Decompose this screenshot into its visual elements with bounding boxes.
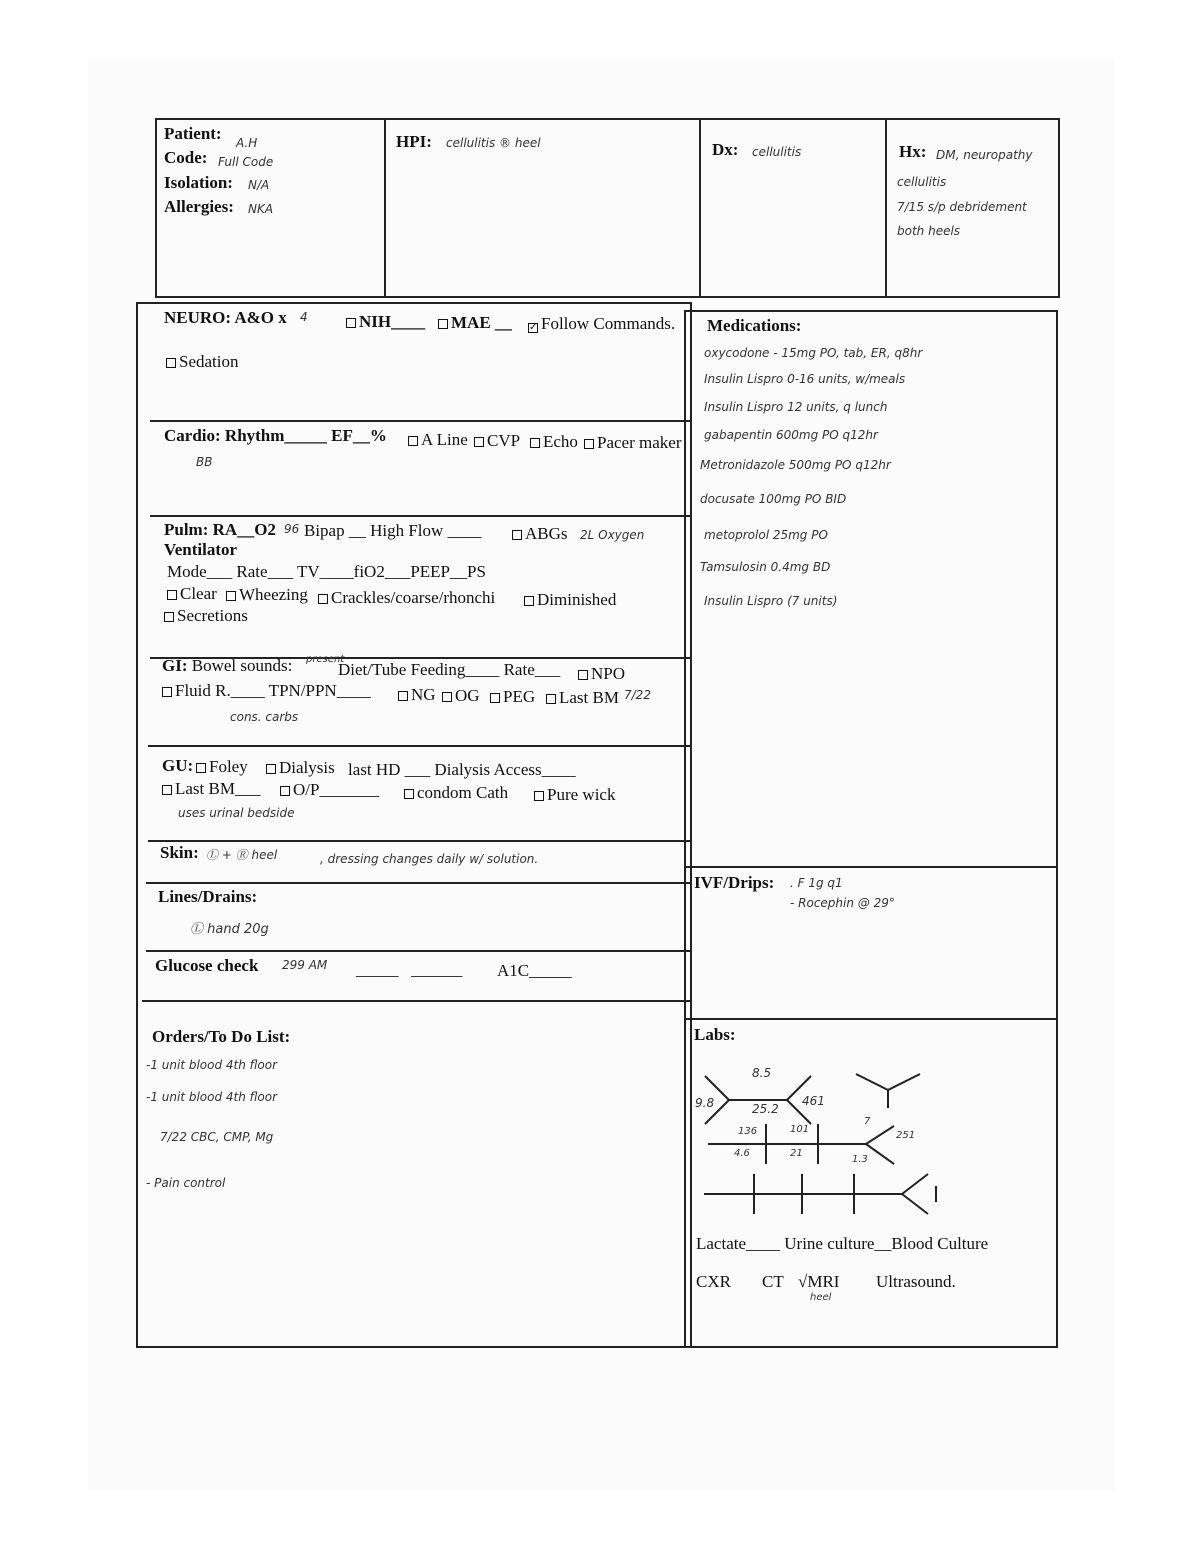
pacer-label: Pacer maker — [597, 433, 682, 452]
gi-ng[interactable] — [398, 685, 436, 705]
gu-dialysis[interactable] — [266, 758, 335, 778]
bmp-k: 4.6 — [734, 1148, 750, 1159]
dx-label: Dx: — [712, 140, 739, 159]
pulm-secretions[interactable] — [164, 606, 248, 626]
nih-label: NIH____ — [359, 312, 426, 331]
neuro-sedation[interactable] — [166, 352, 239, 372]
med-item-2: Insulin Lispro 0-16 units, w/meals — [704, 372, 906, 386]
secretions-checkbox[interactable] — [164, 612, 174, 622]
dialysis-checkbox[interactable] — [266, 764, 276, 774]
isolation-label: Isolation: — [164, 173, 233, 192]
op-label: O/P_______ — [293, 780, 379, 799]
labs-cxr: CXR — [696, 1272, 731, 1291]
pulm-o2-value: 96 — [284, 522, 300, 536]
allergies-value: NKA — [248, 202, 274, 216]
bmp-bun: 7 — [864, 1116, 871, 1127]
cardio-pacer[interactable] — [584, 433, 681, 453]
og-label: OG — [455, 686, 480, 705]
cardio-aline[interactable] — [408, 430, 468, 450]
lastbm-label: Last BM — [559, 688, 619, 707]
cbc-hct: 25.2 — [752, 1102, 779, 1116]
wheezing-label: Wheezing — [239, 585, 308, 604]
med-item-1: oxycodone - 15mg PO, tab, ER, q8hr — [704, 346, 923, 360]
hx-label: Hx: — [899, 142, 927, 161]
gi-title: GI: — [162, 656, 188, 675]
cvp-label: CVP — [487, 431, 521, 450]
lastbm-checkbox[interactable] — [546, 694, 556, 704]
pulm-o2-note: 2L Oxygen — [580, 528, 645, 542]
glucose-value: 299 AM — [282, 958, 328, 972]
med-item-8: Tamsulosin 0.4mg BD — [700, 560, 831, 574]
gi-line1 — [162, 656, 292, 676]
foley-checkbox[interactable] — [196, 763, 206, 773]
skin-value: Ⓛ + Ⓡ heel — [206, 848, 278, 862]
sedation-checkbox[interactable] — [166, 358, 176, 368]
dialysis-label: Dialysis — [279, 758, 335, 777]
mae-checkbox[interactable] — [438, 319, 448, 329]
order-item-3: 7/22 CBC, CMP, Mg — [160, 1130, 274, 1144]
cardio-label — [164, 426, 387, 446]
hpi-label: HPI: — [396, 132, 432, 151]
gi-peg[interactable] — [490, 687, 535, 707]
ng-label: NG — [411, 685, 436, 704]
aline-label: A Line — [421, 430, 468, 449]
labs-ct: CT — [762, 1272, 784, 1291]
dx-value: cellulitis — [752, 145, 802, 159]
echo-label: Echo — [543, 432, 578, 451]
labs-cultures: Lactate____ Urine culture__Blood Culture — [696, 1234, 989, 1253]
diminished-checkbox[interactable] — [524, 596, 534, 606]
neuro-follow[interactable] — [528, 314, 675, 334]
cvp-checkbox[interactable] — [474, 437, 484, 447]
glucose-a1c: A1C_____ — [497, 961, 572, 980]
med-item-7: metoprolol 25mg PO — [704, 528, 828, 542]
op-checkbox[interactable] — [280, 786, 290, 796]
lines-value: Ⓛ hand 20g — [190, 922, 269, 937]
medications-label: Medications: — [707, 316, 802, 335]
bmp-na: 136 — [738, 1126, 758, 1137]
cardio-cvp[interactable] — [474, 431, 520, 451]
med-item-3: Insulin Lispro 12 units, q lunch — [704, 400, 888, 414]
crackles-checkbox[interactable] — [318, 594, 328, 604]
cardio-note: BB — [196, 455, 213, 469]
gu-line1 — [162, 756, 193, 776]
gi-fluid[interactable] — [162, 681, 371, 701]
purewick-checkbox[interactable] — [534, 791, 544, 801]
pulm-crackles[interactable] — [318, 588, 495, 608]
peg-label: PEG — [503, 687, 536, 706]
npo-checkbox[interactable] — [578, 670, 588, 680]
ivf-label: IVF/Drips: — [694, 873, 775, 892]
pulm-line1b: Bipap __ High Flow ____ — [304, 521, 482, 540]
pulm-line1 — [164, 520, 276, 540]
npo-label: NPO — [591, 664, 626, 683]
hx-line-4: both heels — [897, 224, 961, 238]
gi-lastbm-value: 7/22 — [624, 688, 651, 702]
pulm-settings: Mode___ Rate___ TV____fiO2___PEEP__PS — [167, 562, 486, 581]
gi-npo[interactable] — [578, 664, 625, 684]
purewick-label: Pure wick — [547, 785, 616, 804]
foley-label: Foley — [209, 757, 248, 776]
gu-lastbm-checkbox[interactable] — [162, 785, 172, 795]
condom-label: condom Cath — [417, 783, 509, 802]
patient-label: Patient: — [164, 124, 222, 143]
follow-checkbox[interactable]: ✓ — [529, 322, 538, 333]
patient-value: A.H — [236, 136, 258, 150]
gi-line1b: Diet/Tube Feeding____ Rate___ — [338, 660, 561, 679]
cbc-plt: 461 — [802, 1094, 825, 1108]
crackles-label: Crackles/coarse/rhonchi — [331, 588, 496, 607]
hpi-value: cellulitis ® heel — [446, 136, 541, 150]
condom-checkbox[interactable] — [404, 789, 414, 799]
systems-section — [136, 302, 692, 1348]
code-label: Code: — [164, 148, 208, 167]
hx-line-1: DM, neuropathy — [936, 148, 1033, 162]
secretions-label: Secretions — [177, 606, 248, 625]
pulm-clear[interactable] — [167, 584, 217, 604]
abgs-checkbox[interactable] — [512, 530, 522, 540]
fluid-label: Fluid R.____ TPN/PPN____ — [175, 681, 371, 700]
order-item-2: -1 unit blood 4th floor — [146, 1090, 278, 1104]
gu-condom[interactable] — [404, 783, 508, 803]
pulm-abgs[interactable] — [512, 524, 568, 544]
gi-lastbm[interactable] — [546, 688, 619, 708]
sedation-label: Sedation — [179, 352, 239, 371]
gu-foley[interactable] — [196, 757, 248, 777]
labs-ultrasound: Ultrasound. — [876, 1272, 956, 1291]
follow-label: Follow Commands. — [541, 314, 676, 333]
gi-og[interactable] — [442, 686, 480, 706]
order-item-4: - Pain control — [146, 1176, 226, 1190]
med-item-6: docusate 100mg PO BID — [700, 492, 847, 506]
gu-title: GU: — [162, 756, 194, 775]
labs-mri: √MRI — [798, 1272, 840, 1291]
pulm-wheezing[interactable] — [226, 585, 308, 605]
labs-label: Labs: — [694, 1025, 736, 1044]
pulm-ventilator: Ventilator — [164, 540, 238, 559]
echo-checkbox[interactable] — [530, 438, 540, 448]
isolation-value: N/A — [248, 178, 270, 192]
orders-label: Orders/To Do List: — [152, 1027, 291, 1046]
bmp-glu: 251 — [896, 1130, 916, 1141]
gu-lastbm-label: Last BM___ — [175, 779, 261, 798]
peg-checkbox[interactable] — [490, 693, 500, 703]
ng-checkbox[interactable] — [398, 691, 408, 701]
mae-label: MAE __ — [451, 313, 512, 332]
clear-label: Clear — [180, 584, 217, 603]
gi-bowel-value: present — [306, 654, 345, 665]
wheezing-checkbox[interactable] — [226, 591, 236, 601]
gu-note: uses urinal bedside — [178, 806, 295, 820]
neuro-mae[interactable] — [438, 313, 512, 333]
glucose-blanks: _____ ______ — [356, 960, 463, 979]
bmp-cl: 101 — [790, 1124, 810, 1135]
coag-fishbone — [852, 1070, 922, 1110]
pulm-title: Pulm: RA__O2 — [164, 520, 276, 539]
med-item-9: Insulin Lispro (7 units) — [704, 594, 838, 608]
skin-label: Skin: — [160, 843, 199, 862]
neuro-label — [164, 308, 287, 328]
gi-bowel-label: Bowel sounds: — [191, 656, 293, 675]
code-value: Full Code — [218, 155, 274, 169]
hx-line-2: cellulitis — [897, 175, 947, 189]
order-item-1: -1 unit blood 4th floor — [146, 1058, 278, 1072]
cardio-echo[interactable] — [530, 432, 578, 452]
gu-lasthd: last HD ___ Dialysis Access____ — [348, 760, 576, 779]
abgs-label: ABGs — [525, 524, 568, 543]
lines-label: Lines/Drains: — [158, 887, 258, 906]
ivf-item-1: . F 1g q1 — [790, 876, 843, 890]
aline-checkbox[interactable] — [408, 436, 418, 446]
cbc-hgb: 8.5 — [752, 1066, 772, 1080]
neuro-title: NEURO: A&O x — [164, 308, 287, 327]
med-item-4: gabapentin 600mg PO q12hr — [704, 428, 878, 442]
ivf-item-2: - Rocephin @ 29° — [790, 896, 895, 910]
pulm-diminished[interactable] — [524, 590, 616, 610]
neuro-nih[interactable] — [346, 312, 425, 332]
neuro-aox-value: 4 — [300, 310, 308, 324]
hx-line-3: 7/15 s/p debridement — [897, 200, 1027, 214]
bmp-co2: 21 — [790, 1148, 803, 1159]
gu-op[interactable] — [280, 780, 379, 800]
allergies-label: Allergies: — [164, 197, 234, 216]
gi-diet-note: cons. carbs — [230, 710, 299, 724]
labs-mri-note: heel — [810, 1292, 832, 1303]
pacer-checkbox[interactable] — [584, 439, 594, 449]
diminished-label: Diminished — [537, 590, 617, 609]
cardio-title: Cardio: Rhythm_____ EF__% — [164, 426, 387, 445]
lft-fishbone — [702, 1170, 942, 1220]
med-item-5: Metronidazole 500mg PO q12hr — [700, 458, 891, 472]
skin-note: , dressing changes daily w/ solution. — [320, 852, 539, 866]
og-checkbox[interactable] — [442, 692, 452, 702]
gu-purewick[interactable] — [534, 785, 615, 805]
gu-lastbm[interactable] — [162, 779, 260, 799]
cbc-wbc: 9.8 — [695, 1096, 715, 1110]
bmp-cr: 1.3 — [852, 1154, 868, 1165]
clear-checkbox[interactable] — [167, 590, 177, 600]
nih-checkbox[interactable] — [346, 318, 356, 328]
glucose-label: Glucose check — [155, 956, 259, 975]
fluid-checkbox[interactable] — [162, 687, 172, 697]
